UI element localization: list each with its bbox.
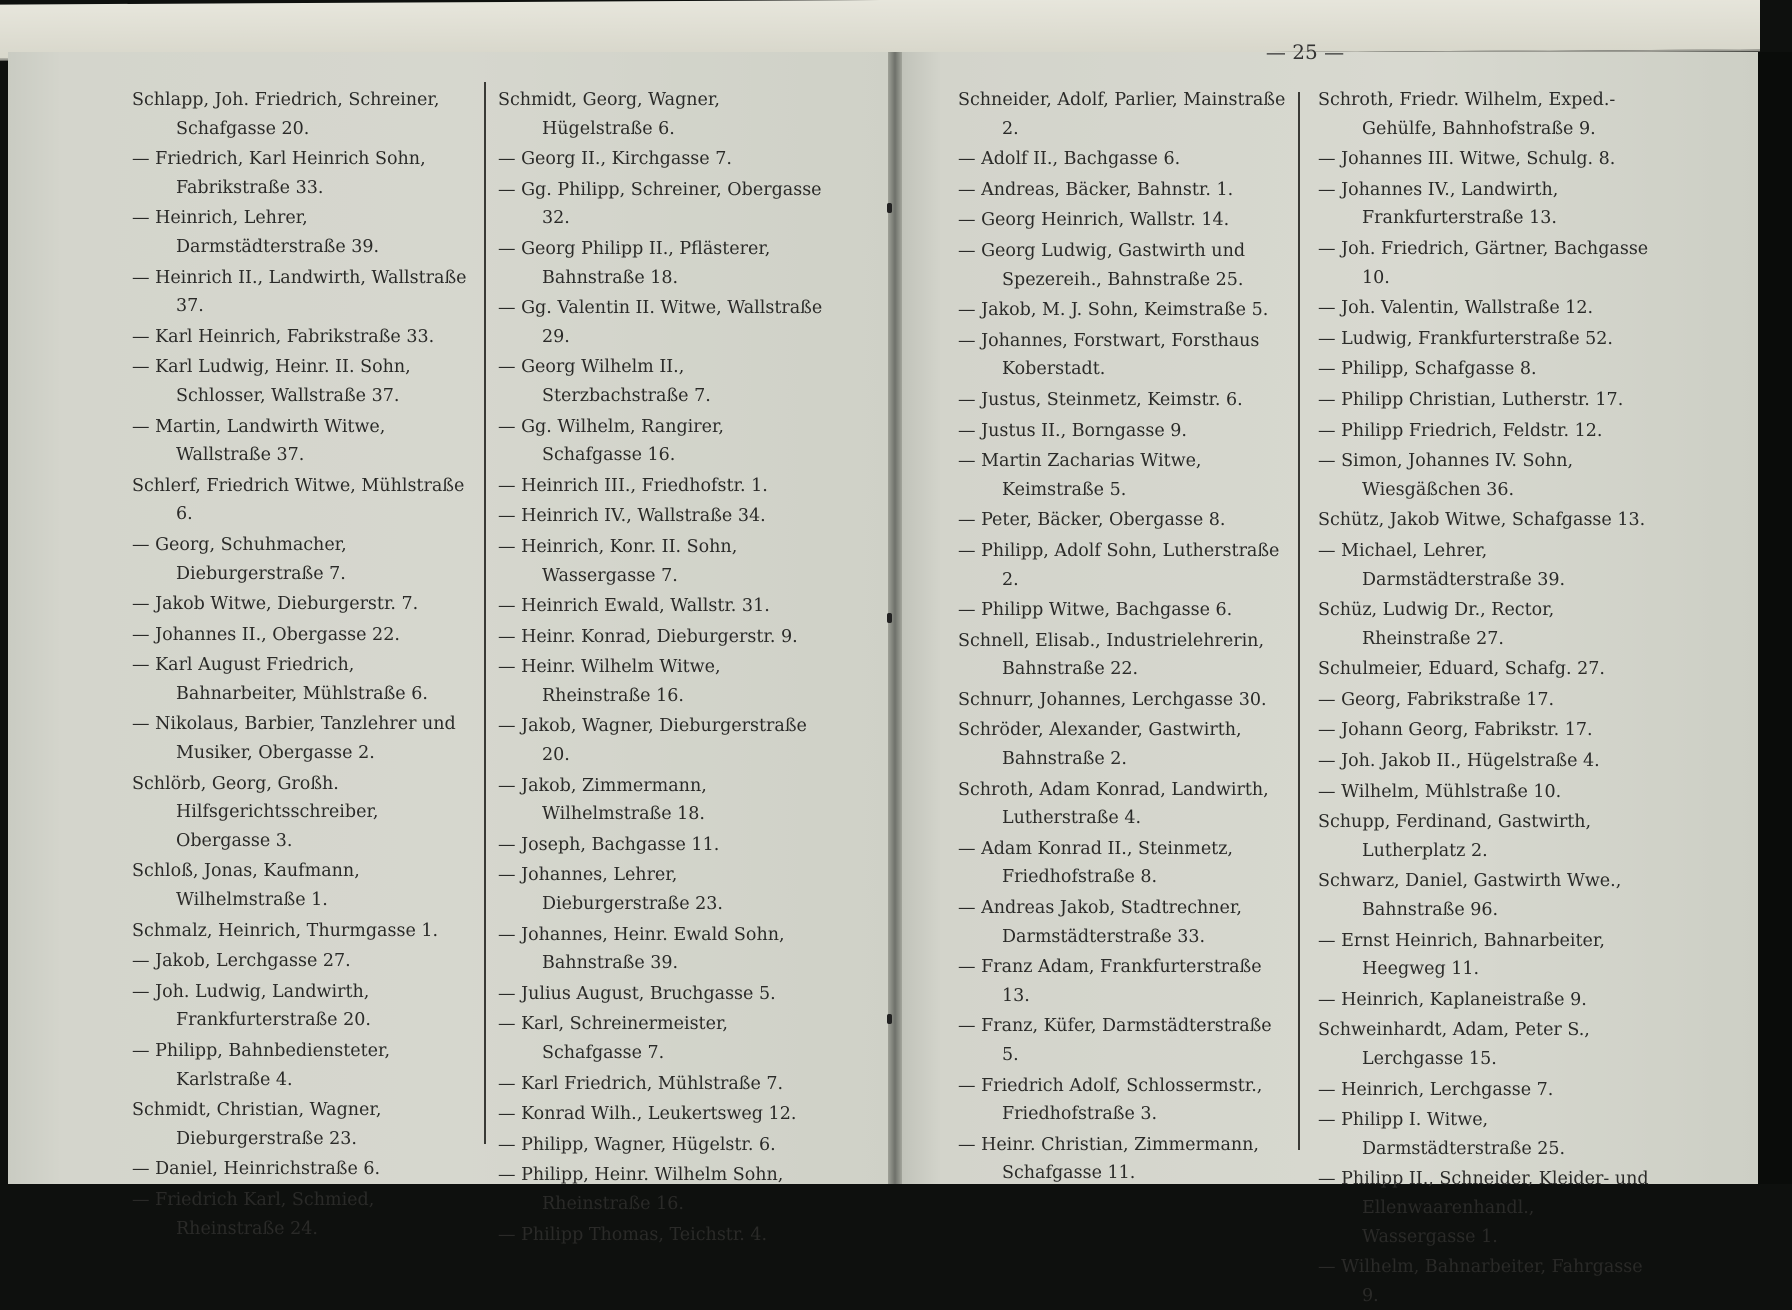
margin-mark	[887, 613, 892, 623]
directory-entry: — Franz Adam, Frankfurterstraße 13.	[958, 957, 1262, 1006]
directory-entry: — Michael, Lehrer, Darmstädterstraße 39.	[1318, 540, 1566, 590]
directory-entry: — Franz, Küfer, Darmstädterstraße 5.	[958, 1016, 1272, 1065]
directory-entry: — Joh. Valentin, Wallstraße 12.	[1318, 298, 1594, 319]
directory-entry: — Jakob, Zimmermann, Wilhelmstraße 18.	[498, 775, 707, 825]
directory-entry: — Justus, Steinmetz, Keimstr. 6.	[958, 389, 1243, 410]
directory-entry: Schroth, Adam Konrad, Landwirth, Lutherstraße 4.	[958, 779, 1269, 829]
page-edge-shadow	[1758, 52, 1792, 1184]
margin-mark	[887, 1014, 892, 1024]
directory-column-1	[132, 84, 472, 1243]
directory-entry: — Peter, Bäcker, Obergasse 8.	[958, 510, 1226, 531]
directory-entry: — Johann Georg, Fabrikstr. 17.	[1318, 720, 1593, 741]
directory-entry: — Jakob, Lerchgasse 27.	[132, 951, 351, 972]
directory-entry: — Philipp I. Witwe, Darmstädterstraße 25.	[1318, 1110, 1566, 1159]
directory-entry: — Adolf II., Bachgasse 6.	[958, 149, 1181, 170]
directory-entry: — Heinr. Christian, Zimmermann, Schafgasse 11.	[958, 1134, 1259, 1184]
directory-entry: — Jakob Witwe, Dieburgerstr. 7.	[132, 594, 419, 615]
directory-entry: Schnell, Elisab., Industrielehrerin, Bahnstraße 22.	[958, 630, 1265, 680]
margin-mark	[887, 203, 892, 213]
directory-entry: — Wilhelm, Bahnarbeiter, Fahrgasse 9.	[1318, 1257, 1643, 1306]
directory-entry: — Karl August Friedrich, Bahnarbeiter, Mühlstraße 6.	[132, 655, 428, 704]
directory-entry: — Joseph, Bachgasse 11.	[498, 834, 720, 855]
directory-entry: — Jakob, M. J. Sohn, Keimstraße 5.	[958, 300, 1269, 321]
directory-entry: — Friedrich, Karl Heinrich Sohn, Fabrikstraße 33.	[132, 149, 426, 198]
directory-entry: — Simon, Johannes IV. Sohn, Wiesgäßchen 36.	[1318, 451, 1574, 500]
directory-entry: — Heinrich, Lehrer, Darmstädterstraße 39.	[132, 208, 380, 257]
directory-entry: Schütz, Jakob Witwe, Schafgasse 13.	[1318, 510, 1646, 531]
directory-entry: Schlapp, Joh. Friedrich, Schreiner, Schafgasse 20.	[132, 90, 440, 139]
directory-column-3	[958, 84, 1290, 1188]
directory-entry: — Daniel, Heinrichstraße 6.	[132, 1159, 381, 1180]
directory-entry: — Adam Konrad II., Steinmetz, Friedhofstraße 8.	[958, 838, 1233, 888]
directory-entry: — Johannes, Lehrer, Dieburgerstraße 23.	[498, 865, 723, 915]
directory-entry: Schloß, Jonas, Kaufmann, Wilhelmstraße 1.	[132, 861, 360, 911]
directory-entry: Schwarz, Daniel, Gastwirth Wwe., Bahnstraße 96.	[1318, 871, 1622, 921]
directory-entry: — Philipp II., Schneider, Kleider- und Ellenwaarenhandl., Wassergasse 1.	[1318, 1169, 1649, 1247]
directory-entry: — Heinrich, Lerchgasse 7.	[1318, 1079, 1554, 1100]
directory-entry: — Justus II., Borngasse 9.	[958, 420, 1187, 441]
directory-entry: — Friedrich Adolf, Schlossermstr., Friedhofstraße 3.	[958, 1075, 1263, 1125]
directory-entry: — Heinrich IV., Wallstraße 34.	[498, 506, 766, 527]
directory-entry: — Philipp Witwe, Bachgasse 6.	[958, 600, 1233, 621]
directory-entry: — Philipp, Heinr. Wilhelm Sohn, Rheinstraße 16.	[498, 1165, 784, 1214]
directory-entry: — Johannes III. Witwe, Schulg. 8.	[1318, 149, 1616, 170]
directory-entry: — Johannes IV., Landwirth, Frankfurterstraße 13.	[1318, 179, 1559, 229]
directory-entry: — Heinrich II., Landwirth, Wallstraße 37.	[132, 267, 467, 317]
directory-entry: — Julius August, Bruchgasse 5.	[498, 983, 776, 1004]
directory-entry: Schröder, Alexander, Gastwirth, Bahnstraße 2.	[958, 720, 1242, 770]
directory-entry: — Karl, Schreinermeister, Schafgasse 7.	[498, 1014, 728, 1063]
directory-entry: — Georg, Schuhmacher, Dieburgerstraße 7.	[132, 534, 347, 584]
directory-entry: — Jakob, Wagner, Dieburgerstraße 20.	[498, 716, 807, 766]
directory-entry: — Georg Wilhelm II., Sterzbachstraße 7.	[498, 357, 711, 406]
directory-entry: — Johannes II., Obergasse 22.	[132, 624, 400, 645]
directory-entry: — Georg Philipp II., Pflästerer, Bahnstraße 18.	[498, 238, 771, 288]
directory-entry: — Johannes, Forstwart, Forsthaus Koberstadt.	[958, 330, 1260, 380]
column-rule-right	[1298, 92, 1300, 1150]
directory-entry: — Heinrich, Kaplaneistraße 9.	[1318, 989, 1587, 1010]
directory-entry: — Heinrich Ewald, Wallstr. 31.	[498, 596, 770, 617]
directory-entry: Schulmeier, Eduard, Schafg. 27.	[1318, 659, 1605, 680]
directory-entry: — Philipp, Schafgasse 8.	[1318, 359, 1537, 380]
directory-entry: — Gg. Valentin II. Witwe, Wallstraße 29.	[498, 298, 823, 347]
directory-entry: — Georg, Fabrikstraße 17.	[1318, 689, 1555, 710]
directory-entry: Schneider, Adolf, Parlier, Mainstraße 2.	[958, 90, 1286, 139]
directory-entry: — Johannes, Heinr. Ewald Sohn, Bahnstraße 39.	[498, 924, 785, 974]
directory-entry: — Philipp Thomas, Teichstr. 4.	[498, 1224, 768, 1245]
directory-entry: Schmalz, Heinrich, Thurmgasse 1.	[132, 920, 439, 941]
directory-column-2	[498, 84, 824, 1249]
directory-entry: — Georg II., Kirchgasse 7.	[498, 149, 732, 170]
directory-entry: — Andreas Jakob, Stadtrechner, Darmstädterstraße 33.	[958, 898, 1242, 947]
directory-entry: — Nikolaus, Barbier, Tanzlehrer und Musiker, Obergasse 2.	[132, 714, 456, 764]
directory-entry: — Friedrich Karl, Schmied, Rheinstraße 24.	[132, 1189, 375, 1239]
directory-entry: — Philipp, Wagner, Hügelstr. 6.	[498, 1134, 776, 1155]
directory-entry: Schüz, Ludwig Dr., Rector, Rheinstraße 27.	[1318, 600, 1555, 649]
directory-entry: — Joh. Jakob II., Hügelstraße 4.	[1318, 751, 1600, 772]
directory-entry: — Ernst Heinrich, Bahnarbeiter, Heegweg 11.	[1318, 930, 1605, 980]
directory-entry: — Wilhelm, Mühlstraße 10.	[1318, 781, 1562, 802]
column-rule-left	[484, 82, 486, 1144]
directory-entry: — Heinr. Wilhelm Witwe, Rheinstraße 16.	[498, 657, 721, 706]
directory-entry: — Ludwig, Frankfurterstraße 52.	[1318, 328, 1613, 349]
directory-entry: Schroth, Friedr. Wilhelm, Exped.-Gehülfe, Bahnhofstraße 9.	[1318, 90, 1616, 139]
directory-entry: Schweinhardt, Adam, Peter S., Lerchgasse 15.	[1318, 1020, 1590, 1069]
directory-entry: — Gg. Philipp, Schreiner, Obergasse 32.	[498, 179, 822, 229]
directory-entry: — Karl Friedrich, Mühlstraße 7.	[498, 1073, 784, 1094]
directory-entry: — Gg. Wilhelm, Rangirer, Schafgasse 16.	[498, 416, 724, 466]
directory-entry: — Martin, Landwirth Witwe, Wallstraße 37.	[132, 416, 386, 466]
directory-entry: — Karl Ludwig, Heinr. II. Sohn, Schlosser, Wallstraße 37.	[132, 357, 411, 406]
directory-entry: — Andreas, Bäcker, Bahnstr. 1.	[958, 179, 1234, 200]
directory-entry: — Georg Ludwig, Gastwirth und Spezereih., Bahnstraße 25.	[958, 240, 1246, 290]
page-number: — 25 —	[1265, 40, 1345, 64]
directory-entry: — Philipp Friedrich, Feldstr. 12.	[1318, 420, 1603, 441]
directory-entry: — Heinrich III., Friedhofstr. 1.	[498, 475, 768, 496]
directory-entry: — Konrad Wilh., Leukertsweg 12.	[498, 1104, 797, 1125]
directory-entry: Schlörb, Georg, Großh. Hilfsgerichtsschreiber, Obergasse 3.	[132, 773, 379, 851]
directory-entry: Schmidt, Christian, Wagner, Dieburgerstraße 23.	[132, 1100, 382, 1149]
directory-entry: — Georg Heinrich, Wallstr. 14.	[958, 210, 1230, 231]
directory-entry: — Heinr. Konrad, Dieburgerstr. 9.	[498, 626, 798, 647]
directory-entry: Schlerf, Friedrich Witwe, Mühlstraße 6.	[132, 475, 465, 525]
directory-entry: — Philipp Christian, Lutherstr. 17.	[1318, 389, 1624, 410]
directory-entry: Schnurr, Johannes, Lerchgasse 30.	[958, 689, 1267, 710]
directory-entry: — Karl Heinrich, Fabrikstraße 33.	[132, 326, 435, 347]
directory-entry: — Joh. Ludwig, Landwirth, Frankfurterstraße 20.	[132, 981, 371, 1031]
directory-entry: — Philipp, Bahnbediensteter, Karlstraße 4.	[132, 1041, 391, 1090]
directory-entry: — Martin Zacharias Witwe, Keimstraße 5.	[958, 451, 1202, 500]
directory-entry: Schmidt, Georg, Wagner, Hügelstraße 6.	[498, 90, 720, 139]
directory-entry: — Joh. Friedrich, Gärtner, Bachgasse 10.	[1318, 238, 1649, 288]
directory-entry: Schupp, Ferdinand, Gastwirth, Lutherplatz 2.	[1318, 812, 1592, 861]
directory-column-4	[1318, 84, 1650, 1310]
directory-entry: — Philipp, Adolf Sohn, Lutherstraße 2.	[958, 540, 1280, 590]
directory-entry: — Heinrich, Konr. II. Sohn, Wassergasse 7.	[498, 536, 738, 586]
